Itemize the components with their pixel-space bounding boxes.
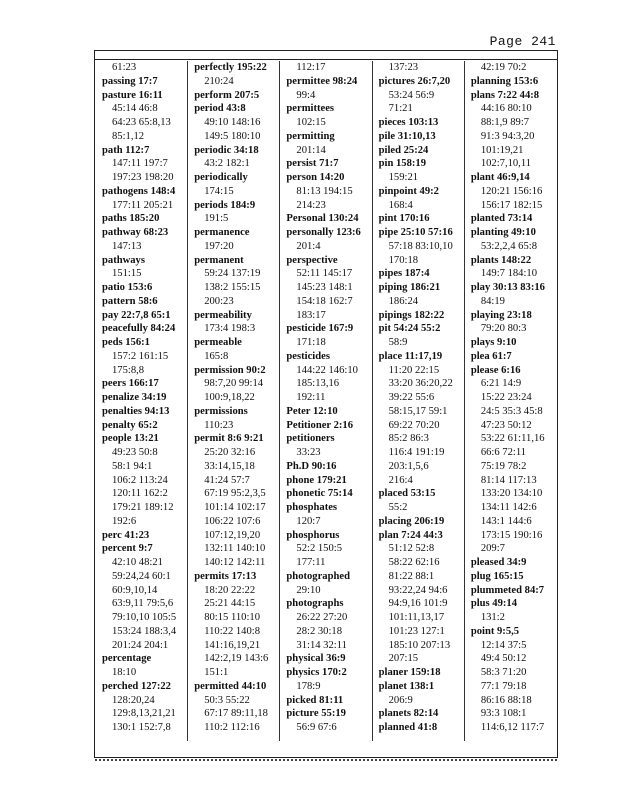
index-page-refs: 149:5 180:10 (204, 130, 261, 142)
index-page-refs: 55:2 (388, 502, 408, 513)
index-page-refs: 177:11 (296, 557, 326, 568)
index-term: pipings 182:22 (378, 309, 445, 321)
index-page-refs: 216:4 (388, 474, 413, 486)
index-page-refs: 52:11 145:17 (296, 268, 353, 280)
index-page-refs: 86:16 88:18 (480, 694, 532, 706)
index-term: photographs (286, 598, 344, 610)
index-page-refs: 79:20 80:3 (480, 323, 527, 335)
index-page-refs: 53:24 56:9 (388, 89, 435, 101)
index-term: periodically (194, 172, 248, 183)
index-page-refs: 138:2 155:15 (204, 282, 261, 293)
index-term: perched 127:22 (102, 680, 171, 692)
index-page-refs: 102:15 (296, 117, 326, 128)
index-page-refs: 93:22,24 94:6 (388, 584, 448, 596)
index-column-4 (373, 61, 465, 741)
index-term: pay 22:7,8 65:1 (102, 309, 171, 321)
index-page-refs: 132:11 140:10 (204, 543, 266, 555)
index-term: penalties 94:13 (102, 405, 170, 417)
index-term: picked 81:11 (286, 694, 344, 706)
index-page-refs: 60:9,10,14 (112, 584, 158, 596)
index-page-refs: 79:10,10 105:5 (112, 612, 177, 623)
index-page-refs: 71:21 (388, 103, 413, 115)
index-term: pin 158:19 (378, 158, 426, 170)
index-page-refs: 144:22 146:10 (296, 364, 358, 376)
index-page-refs: 58:1 94:1 (112, 460, 153, 472)
index-term: planned 41:8 (378, 722, 438, 733)
index-page-refs: 159:21 (388, 172, 419, 183)
index-page-refs: 49:23 50:8 (112, 447, 158, 458)
index-page-refs: 140:12 142:11 (204, 557, 266, 568)
index-page-refs: 178:9 (296, 680, 321, 692)
index-page-refs: 170:18 (388, 254, 419, 266)
index-page-refs: 137:23 (388, 62, 419, 73)
index-page-refs: 165:8 (204, 350, 229, 362)
index-page-refs: 210:24 (204, 75, 234, 87)
index-term: perc 41:23 (102, 529, 150, 541)
index-term: peacefully 84:24 (102, 323, 176, 335)
index-page-refs: 101:19,21 (480, 144, 524, 156)
index-page-refs: 185:10 207:13 (388, 639, 451, 651)
index-page-refs: 49:4 50:12 (480, 653, 527, 665)
index-term: picture 55:19 (286, 708, 346, 720)
index-term: phonetic 75:14 (286, 488, 353, 500)
index-page-refs: 61:23 (112, 62, 137, 73)
index-term: phone 179:21 (286, 474, 347, 486)
index-page-refs: 174:15 (204, 185, 234, 197)
index-term: peds 156:1 (102, 337, 150, 348)
index-term: plays 9:10 (470, 337, 517, 348)
index-page-refs: 191:5 (204, 213, 229, 225)
index-term: pasture 16:11 (102, 89, 163, 101)
index-page-refs: 110:2 112:16 (204, 722, 260, 733)
index-term: plans 7:22 44:8 (470, 89, 540, 101)
index-page-refs: 93:3 108:1 (480, 708, 527, 720)
index-page-refs: 192:6 (112, 515, 137, 527)
index-term: pathogens 148:4 (102, 185, 176, 197)
index-page-refs: 80:15 110:10 (204, 612, 261, 623)
index-term: Ph.D 90:16 (286, 460, 337, 472)
index-term: plea 61:7 (470, 350, 512, 362)
index-page-refs: 49:10 148:16 (204, 117, 261, 128)
index-term: percent 9:7 (102, 543, 153, 555)
index-page-refs: 168:4 (388, 199, 413, 211)
index-page-refs: 47:23 50:12 (480, 419, 532, 431)
index-page-refs: 101:14 102:17 (204, 502, 266, 513)
index-page-refs: 157:2 161:15 (112, 350, 169, 362)
index-page-refs: 116:4 191:19 (388, 447, 445, 458)
index-page-refs: 59:24,24 60:1 (112, 570, 171, 582)
index-page-refs: 12:14 37:5 (480, 639, 527, 651)
index-page-refs: 192:11 (296, 392, 326, 403)
index-page-refs: 85:2 86:3 (388, 433, 429, 445)
index-term: permission 90:2 (194, 364, 266, 376)
index-term: period 43:8 (194, 103, 246, 115)
index-term: permissions (194, 405, 248, 417)
index-page-refs: 18:20 22:22 (204, 584, 256, 596)
index-page-refs: 154:18 162:7 (296, 295, 353, 307)
index-column-3 (280, 61, 372, 741)
index-page-refs: 156:17 182:15 (480, 199, 543, 211)
index-page-refs: 81:14 117:13 (480, 474, 537, 486)
index-term: playing 23:18 (470, 309, 532, 321)
index-page-refs: 145:23 148:1 (296, 282, 353, 293)
index-page-refs: 185:13,16 (296, 378, 340, 390)
index-page-refs: 120:7 (296, 515, 321, 527)
index-page-refs: 63:9,11 79:5,6 (112, 598, 174, 610)
index-page-refs: 41:24 57:7 (204, 474, 250, 486)
index-page-refs: 133:20 134:10 (480, 488, 543, 500)
index-page-refs: 197:20 (204, 240, 234, 252)
index-page-refs: 44:16 80:10 (480, 103, 532, 115)
index-page-refs: 99:4 (296, 89, 316, 101)
index-term: permeable (194, 337, 242, 348)
index-page-refs: 110:22 140:8 (204, 625, 261, 637)
index-page-refs: 183:17 (296, 309, 326, 321)
index-page-refs: 200:23 (204, 295, 234, 307)
index-page-refs: 15:22 23:24 (480, 392, 532, 403)
index-page-refs: 81:13 194:15 (296, 185, 353, 197)
index-term: peers 166:17 (102, 378, 159, 390)
index-page-refs: 173:15 190:16 (480, 529, 543, 541)
index-term: pesticide 167:9 (286, 323, 354, 335)
index-term: perform 207:5 (194, 89, 260, 101)
index-page-refs: 214:23 (296, 199, 326, 211)
index-term: phosphates (286, 502, 338, 513)
index-page-refs: 107:12,19,20 (204, 529, 261, 541)
index-page-refs: 26:22 27:20 (296, 612, 348, 623)
index-page-refs: 25:20 32:16 (204, 447, 256, 458)
index-term: plan 7:24 44:3 (378, 529, 443, 541)
index-page-refs: 53:2,2,4 65:8 (480, 240, 538, 252)
index-page-refs: 197:23 198:20 (112, 172, 174, 183)
index-page-refs: 94:9,16 101:9 (388, 598, 448, 610)
index-page-refs: 131:2 (480, 612, 505, 623)
index-term: permeability (194, 309, 252, 321)
page-number: Page 241 (489, 34, 556, 49)
index-page-refs: 201:4 (296, 240, 321, 252)
index-page-refs: 201:24 204:1 (112, 639, 169, 651)
index-term: personally 123:6 (286, 227, 361, 238)
index-term: pleased 34:9 (470, 557, 527, 568)
index-page-refs: 101:11,13,17 (388, 612, 445, 623)
index-page-refs: 45:14 46:8 (112, 103, 158, 115)
index-page-refs: 57:18 83:10,10 (388, 240, 453, 252)
index-page-refs: 33:20 36:20,22 (388, 378, 453, 390)
index-page-refs: 25:21 44:15 (204, 598, 256, 610)
index-term: pile 31:10,13 (378, 130, 436, 142)
index-term: permits 17:13 (194, 570, 257, 582)
index-term: Peter 12:10 (286, 405, 338, 417)
index-page-refs: 106:2 113:24 (112, 474, 168, 486)
index-page-refs: 31:14 32:11 (296, 639, 347, 651)
index-term: point 9:5,5 (470, 625, 520, 637)
index-term: plummeted 84:7 (470, 584, 545, 596)
index-page-refs: 179:21 189:12 (112, 502, 174, 513)
index-term: perfectly 195:22 (194, 62, 267, 73)
index-term: paths 185:20 (102, 213, 160, 225)
index-page-refs: 50:3 55:22 (204, 694, 250, 706)
index-page-refs: 142:2,19 143:6 (204, 653, 269, 665)
index-term: planting 49:10 (470, 227, 536, 238)
index-page-refs: 98:7,20 99:14 (204, 378, 264, 390)
index-page-refs: 39:22 55:6 (388, 392, 435, 403)
index-term: physical 36:9 (286, 653, 346, 665)
index-page-refs: 151:15 (112, 268, 142, 280)
index-page-refs: 91:3 94:3,20 (480, 130, 535, 142)
index-term: pipes 187:4 (378, 268, 430, 280)
index-term: permittee 98:24 (286, 75, 358, 87)
index-page-refs: 18:10 (112, 667, 137, 678)
index-column-2 (188, 61, 280, 741)
index-term: permittees (286, 103, 335, 115)
index-page-refs: 134:11 142:6 (480, 502, 537, 513)
index-term: patio 153:6 (102, 282, 153, 293)
index-page-refs: 129:8,13,21,21 (112, 708, 176, 720)
index-page-refs: 77:1 79:18 (480, 680, 527, 692)
index-term: pattern 58:6 (102, 295, 158, 307)
index-page-refs: 88:1,9 89:7 (480, 117, 530, 128)
index-page-refs: 43:2 182:1 (204, 158, 250, 170)
index-page-refs: 42:19 70:2 (480, 62, 527, 73)
index-page-refs: 153:24 188:3,4 (112, 625, 177, 637)
index-column-5 (465, 61, 556, 741)
index-page-refs: 102:7,10,11 (480, 158, 532, 170)
index-page-refs: 171:18 (296, 337, 326, 348)
index-page-refs: 147:13 (112, 240, 142, 252)
index-page-refs: 42:10 48:21 (112, 557, 163, 568)
index-term: play 30:13 83:16 (470, 282, 545, 293)
index-page-refs: 141:16,19,21 (204, 639, 261, 651)
index-page-refs: 147:11 197:7 (112, 158, 168, 170)
index-page-refs: 100:9,18,22 (204, 392, 255, 403)
header-rule (95, 59, 557, 60)
index-term: planet 138:1 (378, 680, 435, 692)
index-term: percentage (102, 653, 152, 665)
index-term: permit 8:6 9:21 (194, 433, 264, 445)
index-term: piping 186:21 (378, 282, 441, 293)
index-term: phosphorus (286, 529, 340, 541)
index-term: planets 82:14 (378, 708, 439, 720)
index-term: planning 153:6 (470, 75, 539, 87)
index-term: plug 165:15 (470, 570, 524, 582)
index-page-refs: 128:20,24 (112, 694, 155, 706)
index-page-refs: 110:23 (204, 419, 234, 431)
index-term: planted 73:14 (470, 213, 533, 225)
index-page-refs: 58:15,17 59:1 (388, 405, 448, 417)
index-page-refs: 203:1,5,6 (388, 460, 429, 472)
index-page-refs: 81:22 88:1 (388, 570, 435, 582)
index-page-refs: 106:22 107:6 (204, 515, 261, 527)
index-page-refs: 24:5 35:3 45:8 (480, 405, 543, 417)
footer-rule (95, 759, 557, 761)
index-term: pit 54:24 55:2 (378, 323, 441, 335)
index-page-refs: 120:11 162:2 (112, 488, 168, 500)
index-page-refs: 84:19 (480, 295, 505, 307)
index-term: person 14:20 (286, 172, 345, 183)
index-term: people 13:21 (102, 433, 159, 445)
index-term: permitted 44:10 (194, 680, 267, 692)
index-term: placed 53:15 (378, 488, 436, 500)
index-page-refs: 143:1 144:6 (480, 515, 532, 527)
index-page-refs: 209:7 (480, 543, 505, 555)
index-term: plant 46:9,14 (470, 172, 530, 183)
index-term: piled 25:24 (378, 144, 429, 156)
index-term: pint 170:16 (378, 213, 430, 225)
index-term: photographed (286, 570, 350, 582)
index-term: persist 71:7 (286, 158, 339, 170)
index-term: Petitioner 2:16 (286, 419, 353, 431)
index-page-refs: 11:20 22:15 (388, 364, 440, 376)
index-page-refs: 114:6,12 117:7 (480, 722, 545, 733)
index-page-refs: 69:22 70:20 (388, 419, 440, 431)
index-page-refs: 53:22 61:11,16 (480, 433, 545, 445)
index-term: periodic 34:18 (194, 144, 259, 156)
index-page-refs: 29:10 (296, 584, 321, 596)
index-page-refs: 6:21 14:9 (480, 378, 522, 390)
index-page-refs: 51:12 52:8 (388, 543, 435, 555)
index-term: pathway 68:23 (102, 227, 169, 238)
index-page-refs: 130:1 152:7,8 (112, 722, 171, 733)
index-page-refs: 149:7 184:10 (480, 268, 538, 280)
index-term: periods 184:9 (194, 199, 256, 211)
index-page-refs: 85:1,12 (112, 130, 145, 142)
index-term: pesticides (286, 350, 330, 362)
index-page-refs: 177:11 205:21 (112, 199, 174, 211)
index-term: place 11:17,19 (378, 350, 443, 362)
index-term: perspective (286, 254, 338, 266)
index-page-refs: 64:23 65:8,13 (112, 117, 171, 128)
index-term: pieces 103:13 (378, 117, 439, 128)
index-page-refs: 175:8,8 (112, 364, 145, 376)
index-term: plants 148:22 (470, 254, 532, 266)
index-page-refs: 28:2 30:18 (296, 625, 343, 637)
index-term: placing 206:19 (378, 515, 445, 527)
index-page-refs: 58:9 (388, 337, 408, 348)
index-page-refs: 52:2 150:5 (296, 543, 343, 555)
index-page-refs: 33:23 (296, 447, 321, 458)
index-page-refs: 151:1 (204, 667, 229, 678)
index-term: pathways (102, 254, 145, 266)
index-page-refs: 67:17 89:11,18 (204, 708, 268, 720)
index-page-refs: 66:6 72:11 (480, 447, 527, 458)
index-term: physics 170:2 (286, 667, 347, 678)
index-page-refs: 120:21 156:16 (480, 185, 543, 197)
index-page-refs: 207:15 (388, 653, 419, 665)
index-term: plus 49:14 (470, 598, 518, 610)
index-term: please 6:16 (470, 364, 521, 376)
index-term: petitioners (286, 433, 335, 445)
index-term: pinpoint 49:2 (378, 185, 439, 197)
index-term: permitting (286, 130, 335, 142)
index-term: planer 159:18 (378, 667, 441, 678)
index-page-refs: 173:4 198:3 (204, 323, 256, 335)
index-page-refs: 67:19 95:2,3,5 (204, 488, 266, 500)
index-page-refs: 56:9 67:6 (296, 722, 337, 733)
index-columns (96, 61, 556, 741)
index-term: penalty 65:2 (102, 419, 158, 431)
index-term: Personal 130:24 (286, 213, 359, 225)
index-term: permanent (194, 254, 244, 266)
index-column-1 (96, 61, 188, 741)
index-term: passing 17:7 (102, 75, 158, 87)
index-page-refs: 186:24 (388, 295, 419, 307)
index-page-refs: 75:19 78:2 (480, 460, 527, 472)
index-page-refs: 101:23 127:1 (388, 625, 445, 637)
index-term: permanence (194, 227, 250, 238)
index-page-refs: 206:9 (388, 694, 413, 706)
index-page-refs: 58:3 71:20 (480, 667, 527, 678)
index-term: path 112:7 (102, 144, 150, 156)
index-page-refs: 59:24 137:19 (204, 268, 261, 280)
index-page-refs: 33:14,15,18 (204, 460, 255, 472)
index-page-refs: 112:17 (296, 62, 326, 73)
index-term: pictures 26:7,20 (378, 75, 451, 87)
index-page-refs: 58:22 62:16 (388, 557, 440, 568)
index-page-refs: 201:14 (296, 144, 326, 156)
index-term: pipe 25:10 57:16 (378, 227, 453, 238)
index-term: penalize 34:19 (102, 392, 167, 403)
